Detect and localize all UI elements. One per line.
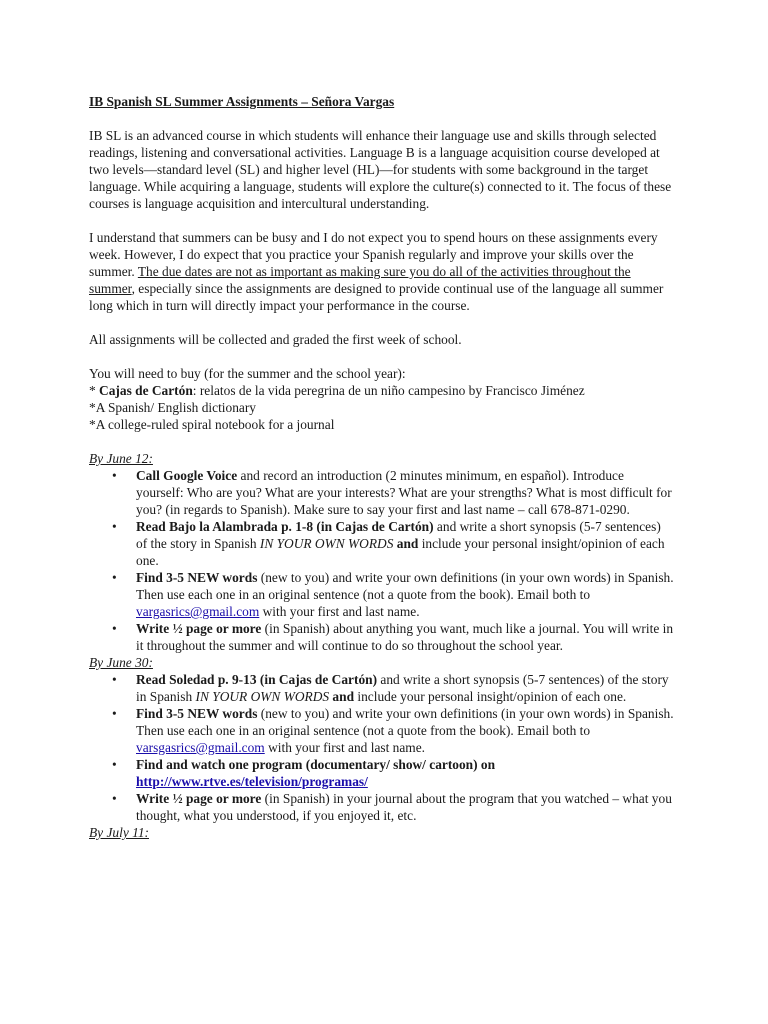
task-bold-and: and xyxy=(396,536,419,551)
task-text: (in Spanish) in your journal about the program that you watched – what you thought, what you understood, if you enjoyed it, etc. xyxy=(136,791,672,823)
document-title: IB Spanish SL Summer Assignments – Señora Vargas xyxy=(89,94,395,109)
task-text: and record an introduction (2 minutes minimum, en español). Introduce yourself: Who are you? What are your interests? What are your strengths? What is most difficult for you? (in regards to Spanish). Make sure to say your first and last name – call 678-871-0290. xyxy=(136,468,672,517)
task-text: (new to you) and write your own definitions (in your own words) in Spanish. Then use each one in an original sentence (not a quote from the book). Email both to xyxy=(136,570,674,602)
task-bold: Call Google Voice xyxy=(136,468,238,483)
buy-item-dictionary: *A Spanish/ English dictionary xyxy=(89,400,257,415)
task-text: include your personal insight/opinion of each one. xyxy=(136,536,665,568)
list-item xyxy=(89,569,674,620)
section-heading-june-12: By June 12: xyxy=(89,451,153,466)
list-item xyxy=(89,467,674,518)
list-item xyxy=(89,790,674,824)
buy-item-book-rest: : relatos de la vida peregrina de un niño campesino by Francisco Jiménez xyxy=(192,383,585,398)
document-body xyxy=(89,93,674,841)
task-bold: Find 3-5 NEW words xyxy=(136,706,258,721)
buy-intro: You will need to buy (for the summer and the school year): xyxy=(89,366,406,381)
task-italic: IN YOUR OWN WORDS xyxy=(195,689,330,704)
task-text: (in Spanish) about anything you want, much like a journal. You will write in it throughout the summer and will continue to do so throughout the school year. xyxy=(136,621,674,653)
bullet-icon: • xyxy=(112,672,117,687)
task-text: with your first and last name. xyxy=(259,604,420,619)
june-12-list xyxy=(89,467,674,654)
rtve-link[interactable]: http://www.rtve.es/television/programas/ xyxy=(136,774,368,789)
summer-paragraph-underlined: The due dates are not as important as making sure you do all of the activities throughout the summer xyxy=(89,264,631,296)
list-item xyxy=(89,705,674,756)
collected-paragraph: All assignments will be collected and graded the first week of school. xyxy=(89,332,462,347)
task-bold: Find and watch one program (documentary/ show/ cartoon) on xyxy=(136,757,496,772)
buy-item-book-prefix: * xyxy=(89,383,100,398)
task-bold: Find 3-5 NEW words xyxy=(136,570,258,585)
email-link[interactable]: vargasrics@gmail.com xyxy=(136,604,260,619)
section-heading-june-30: By June 30: xyxy=(89,655,153,670)
bullet-icon: • xyxy=(112,519,117,534)
task-text: with your first and last name. xyxy=(264,740,426,755)
summer-paragraph xyxy=(89,229,674,314)
buy-item-book xyxy=(89,382,674,399)
bullet-icon: • xyxy=(112,791,117,806)
buy-item-notebook: *A college-ruled spiral notebook for a journal xyxy=(89,417,335,432)
summer-paragraph-start: I understand that summers can be busy and I do not expect you to spend hours on these assignments every week. However, I do expect that you practice your Spanish regularly and improve your skills over the summer. xyxy=(89,230,658,279)
list-item xyxy=(89,756,674,790)
buy-item-book-title: Cajas de Cartón xyxy=(99,383,193,398)
bullet-icon: • xyxy=(112,757,117,772)
task-text: and write a short synopsis (5-7 sentences) of the story in Spanish xyxy=(136,672,669,704)
task-bold: Write ½ page or more xyxy=(136,791,262,806)
task-italic: IN YOUR OWN WORDS xyxy=(259,536,394,551)
task-bold: Read Bajo la Alambrada p. 1-8 (in Cajas de Cartón) xyxy=(136,519,434,534)
list-item xyxy=(89,620,674,654)
task-bold: Write ½ page or more xyxy=(136,621,262,636)
list-item xyxy=(89,671,674,705)
bullet-icon: • xyxy=(112,570,117,585)
intro-paragraph: IB SL is an advanced course in which students will enhance their language use and skills through selected readings, listening and conversational activities. Language B is a language acquisition course developed at two levels—standard level (SL) and higher level (HL)—for students with some background in the target language. While acquiring a language, students will explore the culture(s) connected to it. The focus of these courses is language acquisition and intercultural understanding. xyxy=(89,128,672,211)
task-text: include your personal insight/opinion of each one. xyxy=(354,689,627,704)
june-30-list xyxy=(89,671,674,824)
bullet-icon: • xyxy=(112,706,117,721)
task-text: (new to you) and write your own definitions (in your own words) in Spanish. Then use each one in an original sentence (not a quote from the book). Email both to xyxy=(136,706,674,738)
email-link[interactable]: varsgasrics@gmail.com xyxy=(136,740,265,755)
list-item xyxy=(89,518,674,569)
task-text: and write a short synopsis (5-7 sentences) of the story in Spanish xyxy=(136,519,661,551)
task-bold: Read Soledad p. 9-13 (in Cajas de Cartón) xyxy=(136,672,378,687)
bullet-icon: • xyxy=(112,468,117,483)
section-heading-july-11: By July 11: xyxy=(89,825,149,840)
bullet-icon: • xyxy=(112,621,117,636)
task-bold-and: and xyxy=(332,689,355,704)
summer-paragraph-end: , especially since the assignments are designed to provide continual use of the language all summer long which in turn will directly impact your performance in the course. xyxy=(89,281,664,313)
